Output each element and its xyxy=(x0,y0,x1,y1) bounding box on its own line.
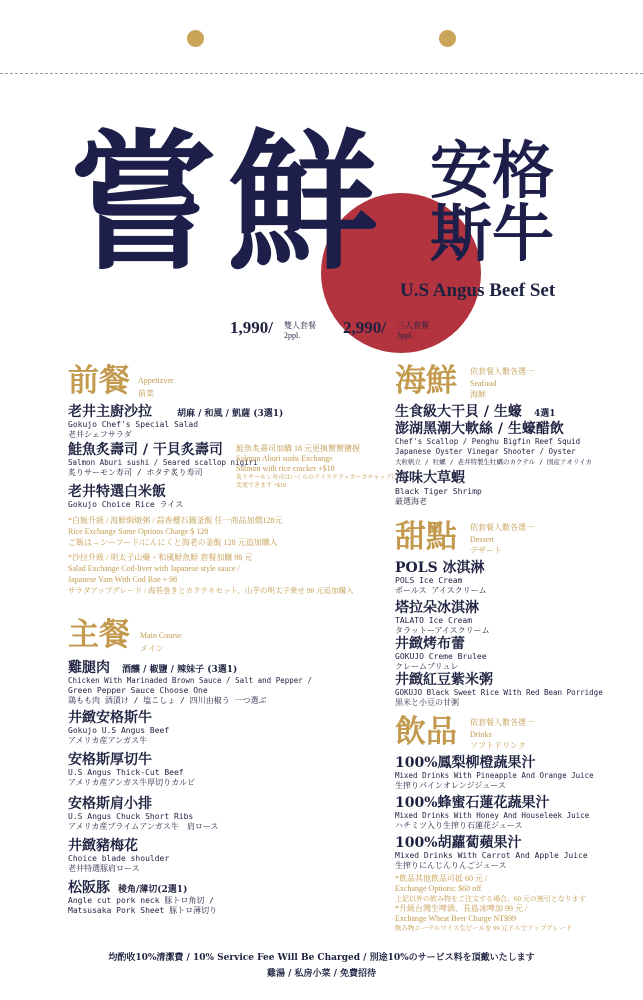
appetizer-item-en: Gokujo Choice Rice ライス xyxy=(68,500,184,509)
salad-note-line: サラダアップグレード / 海苔巻きとカクテキセット、山芋の明太子乗せ 98 元追加購入 xyxy=(68,586,354,595)
dessert-sub-en: Dessert xyxy=(470,535,494,544)
main-item-note: 稜角/薄切(2選1) xyxy=(118,885,188,895)
dessert-item-jp: 黒米と小豆の甘粥 xyxy=(395,698,459,707)
seafood-item-jp: 厳選海老 xyxy=(395,497,427,506)
seafood-item-en: Black Tiger Shrimp xyxy=(395,487,482,496)
main-item-en: U.S Angus Thick-Cut Beef xyxy=(68,768,184,777)
main-item-note: 酒釀 / 椒鹽 / 辣妹子 (3選1) xyxy=(122,665,238,675)
main-item-name: 安格斯厚切牛 xyxy=(68,752,152,768)
free-items-note: 雞湯 / 私房小菜 / 免費招待 xyxy=(266,969,377,979)
dessert-title: 甜點 xyxy=(395,519,457,555)
drinks-item-en: Mixed Drinks With Pineapple And Orange Juice xyxy=(395,771,594,780)
dessert-item-name: 井緻烤布蕾 xyxy=(395,636,465,652)
salad-note-line: Salad Exchange Cod-liver with Japanese style sauce / xyxy=(68,564,240,573)
seafood-sub-en: Seafood xyxy=(470,379,497,388)
appetizer-item-jp: 老井シェフサラダ xyxy=(68,430,132,439)
drinks-note-line: *飲品其他飲品可抵 60 元 / xyxy=(395,874,488,883)
seafood-item-jp: 大粒帆立 / 牡蠣 / 老井特製生牡蠣のカクテル / 国産アオリイカ xyxy=(395,458,592,466)
price-3ppl: 2,990/ xyxy=(343,318,386,337)
hanger-hole-left xyxy=(187,30,204,47)
dessert-item-name: POLS 冰淇淋 xyxy=(395,560,485,576)
drinks-note-line: *升級台灣生啤酒、長島冰啤加 99 元 / xyxy=(395,904,528,913)
sushi-note-line: 鮭魚炙壽司加購 18 元更換蟹蟹鹽握 xyxy=(236,444,360,453)
drinks-item-name: 100%蜂蜜石蓮花蔬果汁 xyxy=(395,795,550,811)
title-small-line-1: 安格 xyxy=(430,134,555,207)
dessert-item-en: POLS Ice Cream xyxy=(395,576,463,585)
appetizer-item-en: Gokujo Chef's Special Salad xyxy=(68,420,199,429)
hanger-hole-right xyxy=(439,30,456,47)
main-item-en: U.S Angus Chuck Short Ribs xyxy=(68,812,194,821)
appetizer-item-en: Salmon Aburi sushi / Seared scallop nigiri xyxy=(68,458,258,467)
main-item-en: Gokujo U.S Angus Beef xyxy=(68,726,170,735)
main-item-en: Angle cut pork neck 豚トロ角切 / xyxy=(68,896,214,905)
main-item-name: 雞腿肉 xyxy=(68,660,110,676)
drinks-item-jp: 生搾りパインオレンジジュース xyxy=(395,781,506,790)
salad-note-line: *沙拉升級 / 明太子山藥・和風鮮魚鮮 套餐加購 98 元 xyxy=(68,553,253,562)
main-item-en: Choice blade shoulder xyxy=(68,854,170,863)
price-3ppl-label: 三人套餐 xyxy=(397,321,429,330)
dessert-item-name: 塔拉朵冰淇淋 xyxy=(395,600,479,616)
drinks-title: 飲品 xyxy=(395,714,457,750)
main-item-jp: 老井特選豚肩ロース xyxy=(68,864,140,873)
dessert-item-name: 井緻紅豆紫米粥 xyxy=(395,672,493,688)
dessert-item-en: TALATO Ice Cream xyxy=(395,616,473,625)
main-item-jp: アメリカ産アンガス牛 xyxy=(68,736,148,745)
main-item-jp: 鶏もも肉 酒漬け / 塩こしょ / 四川由椒う 一つ選ぶ xyxy=(68,696,267,705)
drinks-sub-jp: ソフトドリンク xyxy=(470,741,526,750)
sushi-note-line: 炙りサーモン寿司はいくらのライスクラッカーカチャップに xyxy=(236,475,398,481)
main-item-jp: アメリカ産プライムアンガス牛 肩ロース xyxy=(68,822,219,831)
drinks-item-jp: 生搾りにんじんりんごジュース xyxy=(395,861,507,870)
drinks-item-en: Mixed Drinks With Carrot And Apple Juice xyxy=(395,851,588,860)
main-item-name: 松阪豚 xyxy=(68,880,110,896)
dessert-sub-jp: デザート xyxy=(470,546,502,555)
main-item-en: Green Pepper Sauce Choose One xyxy=(68,686,208,695)
appetizer-item-name: 老井主廚沙拉 xyxy=(68,404,152,420)
seafood-sub-top: 依套餐人數各選一 xyxy=(470,367,534,376)
drinks-note-line: Exchange Wheat Beer Charge NT$99 xyxy=(395,914,516,923)
dessert-item-jp: ポールス アイスクリーム xyxy=(395,586,487,595)
dessert-sub-top: 依套餐人數各選一 xyxy=(470,523,534,532)
appetizer-item-name: 老井特選白米飯 xyxy=(68,484,166,500)
main-item-jp: アメリカ産アンガス牛厚切りカルビ xyxy=(68,778,196,787)
dessert-item-jp: クレームブリュレ xyxy=(395,662,459,671)
drinks-sub-top: 依套餐人數各選一 xyxy=(470,718,534,727)
appetizer-sub-jp: 前菜 xyxy=(138,389,154,398)
seafood-item-name: 澎湖黑潮大軟絲 / 生蠔醋飲 xyxy=(395,421,564,437)
main-item-name: 井緻豬梅花 xyxy=(68,838,138,854)
main-course-sub-en: Main Course xyxy=(140,631,182,640)
drinks-item-en: Mixed Drinks With Honey And Houseleek Juice xyxy=(395,811,590,820)
salad-note-line: Japanese Yam With Cod Roe + 98 xyxy=(68,575,178,584)
title-small-line-2: 斯牛 xyxy=(430,197,555,270)
price-3ppl-label-en: 3ppl. xyxy=(397,331,414,340)
main-course-sub-jp: メイン xyxy=(140,644,164,653)
seafood-title: 海鮮 xyxy=(395,363,457,399)
appetizer-sub-en: Appetizver xyxy=(138,376,174,385)
main-item-en: Chicken With Marinaded Brown Sauce / Salt and Pepper / xyxy=(68,676,312,685)
dessert-item-en: GOKUJO Creme Brulee xyxy=(395,652,487,661)
rice-note-line: Rice Exchange Same Options Charge $ 128 xyxy=(68,527,209,536)
drinks-item-name: 100%胡蘿蔔蘋果汁 xyxy=(395,835,522,851)
seafood-item-name: 海味大草蝦 xyxy=(395,470,465,486)
title-big-char-1: 嘗 xyxy=(68,115,219,291)
drinks-note-line: Exchange Options: $60 off xyxy=(395,884,482,893)
appetizer-title: 前餐 xyxy=(68,363,130,399)
main-item-en: Matsusaka Pork Sheet 豚トロ薄切り xyxy=(68,906,218,915)
dessert-item-en: GOKUJO Black Sweet Rice With Red Bean Porridge xyxy=(395,688,603,697)
drinks-sub-en: Drinks xyxy=(470,730,492,739)
price-2ppl-label-en: 2ppl. xyxy=(284,331,301,340)
main-item-name: 安格斯肩小排 xyxy=(68,796,152,812)
drinks-note-line: 飲み物エーデルワイス生ビールを 99 元ドルでアップグレード xyxy=(395,925,573,932)
dessert-item-jp: タラットーアイスクリーム xyxy=(395,626,490,635)
sushi-note-line: Salmon with rice cracker +$18 xyxy=(236,464,335,473)
drinks-item-jp: ハチミツ入り生搾り石蓮花ジュース xyxy=(395,821,523,830)
seafood-item-en: Japanese Oyster Vinegar Shooter / Oyster xyxy=(395,447,576,456)
seafood-sub-jp: 海鮮 xyxy=(470,390,486,399)
drinks-item-name: 100%鳳梨柳橙蔬果汁 xyxy=(395,755,536,771)
price-2ppl: 1,990/ xyxy=(230,318,273,337)
drinks-note-line: 上記以外の飲み物をご注文する場合、60 元の割引となります xyxy=(395,895,586,903)
sushi-note-line: 変更できます +$18 xyxy=(236,483,286,489)
main-course-title: 主餐 xyxy=(68,617,130,653)
title-big-char-2: 鮮 xyxy=(228,115,379,291)
service-fee-note: 均酌收10%清潔費 / 10% Service Fee Will Be Charged / 別途10%のサービス料を頂戴いたします xyxy=(108,953,535,963)
appetizer-item-jp: 炙りサーモン寿司 / ホタテ炙り寿司 xyxy=(68,468,203,477)
price-2ppl-label: 雙人套餐 xyxy=(284,321,316,330)
dashed-divider xyxy=(0,73,643,74)
rice-note-line: ご飯は→シーフード/にんにくと海老の釜飯 128 元追加購入 xyxy=(68,538,278,547)
appetizer-item-note: 胡麻 / 和風 / 凱薩 (3選1) xyxy=(177,409,284,419)
sushi-note-line: Salmon Aburi sushi Exchange xyxy=(236,454,333,463)
rice-note-line: *白飯升級 / 海鮮焗燉粥 / 蒜香櫻石鍋釜飯 任一商品加價128元 xyxy=(68,516,283,525)
appetizer-item-name: 鮭魚炙壽司 / 干貝炙壽司 xyxy=(68,442,223,458)
subtitle-en: U.S Angus Beef Set xyxy=(400,280,556,301)
seafood-item-en: Chef's Scallop / Penghu Bigfin Reef Squid xyxy=(395,437,581,446)
seafood-item-name: 生食級大干貝 / 生蠔 xyxy=(395,404,522,420)
seafood-item-note: 4選1 xyxy=(534,409,556,419)
main-item-name: 井緻安格斯牛 xyxy=(68,710,152,726)
